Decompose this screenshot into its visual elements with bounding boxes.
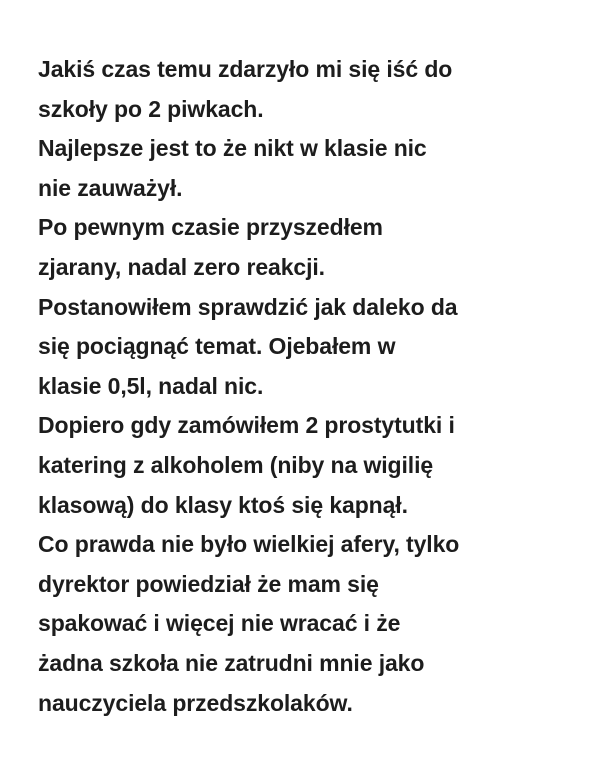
text-line: żadna szkoła nie zatrudni mnie jako [38,649,425,676]
text-line: Jakiś czas temu zdarzyło mi się iść do [38,56,453,82]
text-line: Postanowiłem sprawdzić jak daleko da [38,293,458,320]
story-text-block [38,50,578,723]
text-line: Co prawda nie było wielkiej afery, tylko [38,531,460,558]
text-line: klasie 0,5l, nadal nic. [38,372,264,399]
text-line: się pociągnąć temat. Ojebałem w [38,333,396,360]
text-line: klasową) do klasy ktoś się kapnął. [38,491,408,518]
text-line: dyrektor powiedział że mam się [38,570,379,597]
text-line: Po pewnym czasie przyszedłem [38,214,383,241]
text-line: Dopiero gdy zamówiłem 2 prostytutki i [38,412,455,439]
text-line: zjarany, nadal zero reakcji. [38,253,325,280]
text-line: szkoły po 2 piwkach. [38,95,264,122]
text-line: spakować i więcej nie wracać i że [38,610,401,637]
text-line: katering z alkoholem (niby na wigilię [38,451,434,478]
text-line: Najlepsze jest to że nikt w klasie nic [38,135,427,162]
text-line: nie zauważył. [38,174,183,201]
text-line: nauczyciela przedszkolaków. [38,689,353,716]
